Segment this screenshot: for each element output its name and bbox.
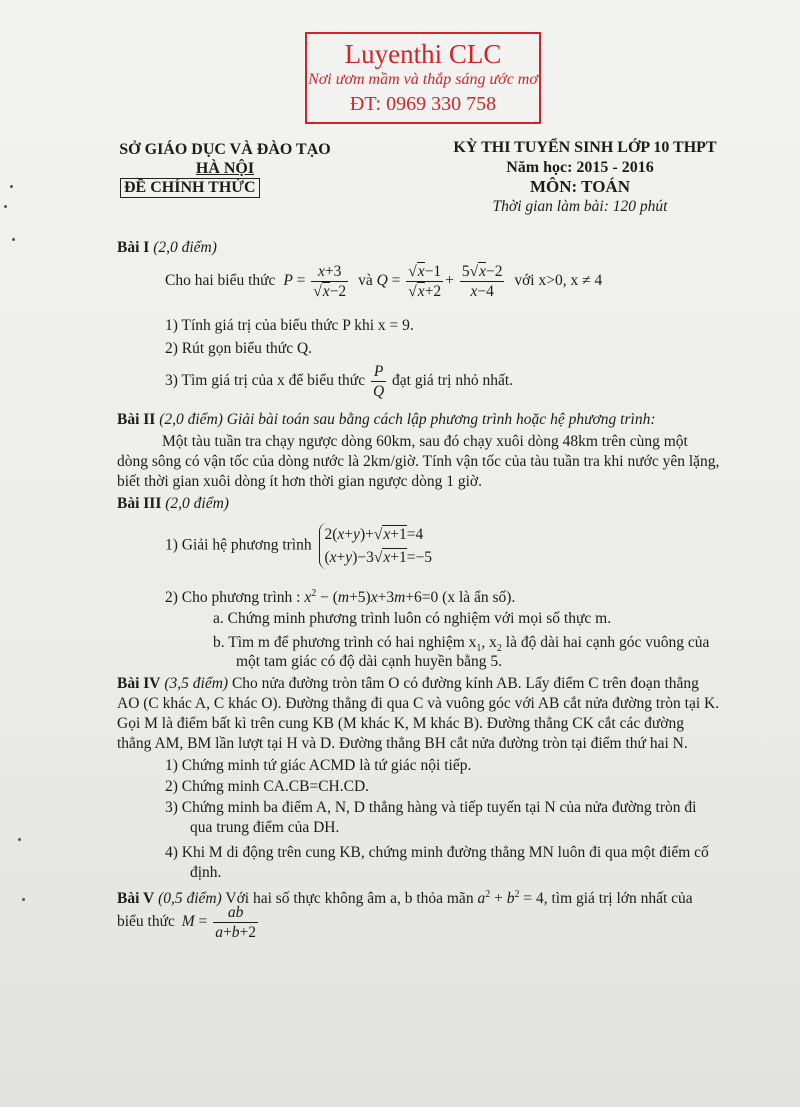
city-name: HÀ NỘI xyxy=(195,160,255,177)
bai5-line1: Bài V (0,5 điểm) Với hai số thực không âm a, b thỏa mãn $a^2 + b^2 = 4$, tìm giá trị lớn nhất của xyxy=(117,889,693,908)
fraction-q2: $\frac{5√x-2}{x-4}$ xyxy=(461,263,503,300)
equation-system: 2(x+y)+√x+1=4 (x+y)−3√x+1=−5 xyxy=(319,523,432,569)
stamp-slogan: Nơi ươm mầm và thắp sáng ước mơ xyxy=(308,71,538,88)
bai4-line2: AO (C khác A, C khác O). Đường thẳng đi qua C và vuông góc với AB cắt nửa đường tròn tại K. xyxy=(117,695,720,712)
fraction-q1: $\frac{√x-1}{√x+2}$ xyxy=(408,263,442,300)
fraction-p: $\frac{x+3}{√x-2}$ xyxy=(313,263,347,300)
bai4-line4: thẳng AM, BM lần lượt tại H và D. Đường thẳng BH cắt nửa đường tròn tại điểm thứ hai N. xyxy=(117,735,688,752)
bai4-q4: 4) Khi M di động trên cung KB, chứng minh đường thẳng MN luôn đi qua một điểm cố xyxy=(165,844,709,861)
margin-speck xyxy=(22,898,25,901)
bai4-line3: Gọi M là điểm bất kì trên cung KB (M khác K, M khác B). Đường thẳng CK cắt các đường xyxy=(117,715,684,732)
bai3-heading: Bài III (2,0 điểm) xyxy=(117,495,229,512)
bai2-line2: dòng sông có vận tốc của dòng nước là 2km/giờ. Tính vận tốc của tàu tuần tra khi nước yên lặng, xyxy=(117,453,720,470)
bai1-q1: 1) Tính giá trị của biểu thức P khi x = 9. xyxy=(165,317,414,334)
margin-speck xyxy=(12,238,15,241)
fraction-p-over-q: $\frac{P}{Q}$ xyxy=(372,363,385,400)
bai3-qb: b. Tìm m để phương trình có hai nghiệm $x_1$, $x_2$ là độ dài hai cạnh góc vuông của xyxy=(213,634,710,655)
bai3-qa: a. Chứng minh phương trình luôn có nghiệm với mọi số thực m. xyxy=(213,610,612,627)
subject: MÔN: TOÁN xyxy=(530,177,630,196)
bai5-line2: biểu thức M = $\frac{ab}{a+b+2}$ xyxy=(117,904,256,941)
school-year: Năm học: 2015 - 2016 xyxy=(506,159,654,176)
bai4-line1: Bài IV (3,5 điểm) Cho nửa đường tròn tâm O có đường kính AB. Lấy điểm C trên đoạn thẳng xyxy=(117,675,699,692)
bai3-q1: 1) Giải hệ phương trình 2(x+y)+√x+1=4 (x+y)−3√x+1=−5 xyxy=(165,523,432,569)
duration: Thời gian làm bài: 120 phút xyxy=(492,198,668,215)
official-label: ĐỀ CHÍNH THỨC xyxy=(120,178,260,198)
bai1-q3: 3) Tìm giá trị của x để biểu thức $\frac{P}{Q}$ đạt giá trị nhỏ nhất. xyxy=(165,363,514,400)
bai4-q3: 3) Chứng minh ba điểm A, N, D thẳng hàng và tiếp tuyến tại N của nửa đường tròn đi xyxy=(165,799,697,816)
bai1-q2: 2) Rút gọn biểu thức Q. xyxy=(165,340,313,357)
margin-speck xyxy=(10,185,13,188)
bai2-line1: Một tàu tuần tra chạy ngược dòng 60km, sau đó chạy xuôi dòng 48km trên cùng một xyxy=(162,433,688,450)
bai2-heading: Bài II (2,0 điểm) Giải bài toán sau bằng cách lập phương trình hoặc hệ phương trình: xyxy=(117,411,656,428)
bai1-heading: Bài I (2,0 điểm) xyxy=(117,239,217,256)
department-name: SỞ GIÁO DỤC VÀ ĐÀO TẠO xyxy=(119,141,331,158)
bai4-q3-cont: qua trung điểm của DH. xyxy=(190,819,340,836)
margin-speck xyxy=(4,205,7,208)
bai4-q2: 2) Chứng minh CA.CB=CH.CD. xyxy=(165,778,370,795)
bai3-q2: 2) Cho phương trình : $x^2 - (m+5)x+3m+6=0$ (x là ẩn số). xyxy=(165,588,516,607)
publisher-stamp xyxy=(305,32,541,124)
bai4-q4-cont: định. xyxy=(190,864,222,881)
fraction-m: $\frac{ab}{a+b+2}$ xyxy=(215,904,256,941)
margin-speck xyxy=(18,838,21,841)
bai1-expressions: Cho hai biểu thức P = $\frac{x+3}{√x-2}$ và Q = $\frac{√x-1}{√x+2}$ + $\frac{5√x-2}{x-4}$ với x>0, x ≠ 4 xyxy=(165,263,603,300)
stamp-title: Luyenthi CLC xyxy=(344,39,502,69)
bai4-q1: 1) Chứng minh tứ giác ACMD là tứ giác nội tiếp. xyxy=(165,757,472,774)
exam-title: KỲ THI TUYỂN SINH LỚP 10 THPT xyxy=(453,139,717,156)
stamp-phone: ĐT: 0969 330 758 xyxy=(349,93,497,115)
bai3-qb-cont: một tam giác có độ dài cạnh huyền bằng 5. xyxy=(236,653,503,670)
bai2-line3: biết thời gian xuôi dòng ít hơn thời gian ngược dòng 1 giờ. xyxy=(117,473,482,490)
